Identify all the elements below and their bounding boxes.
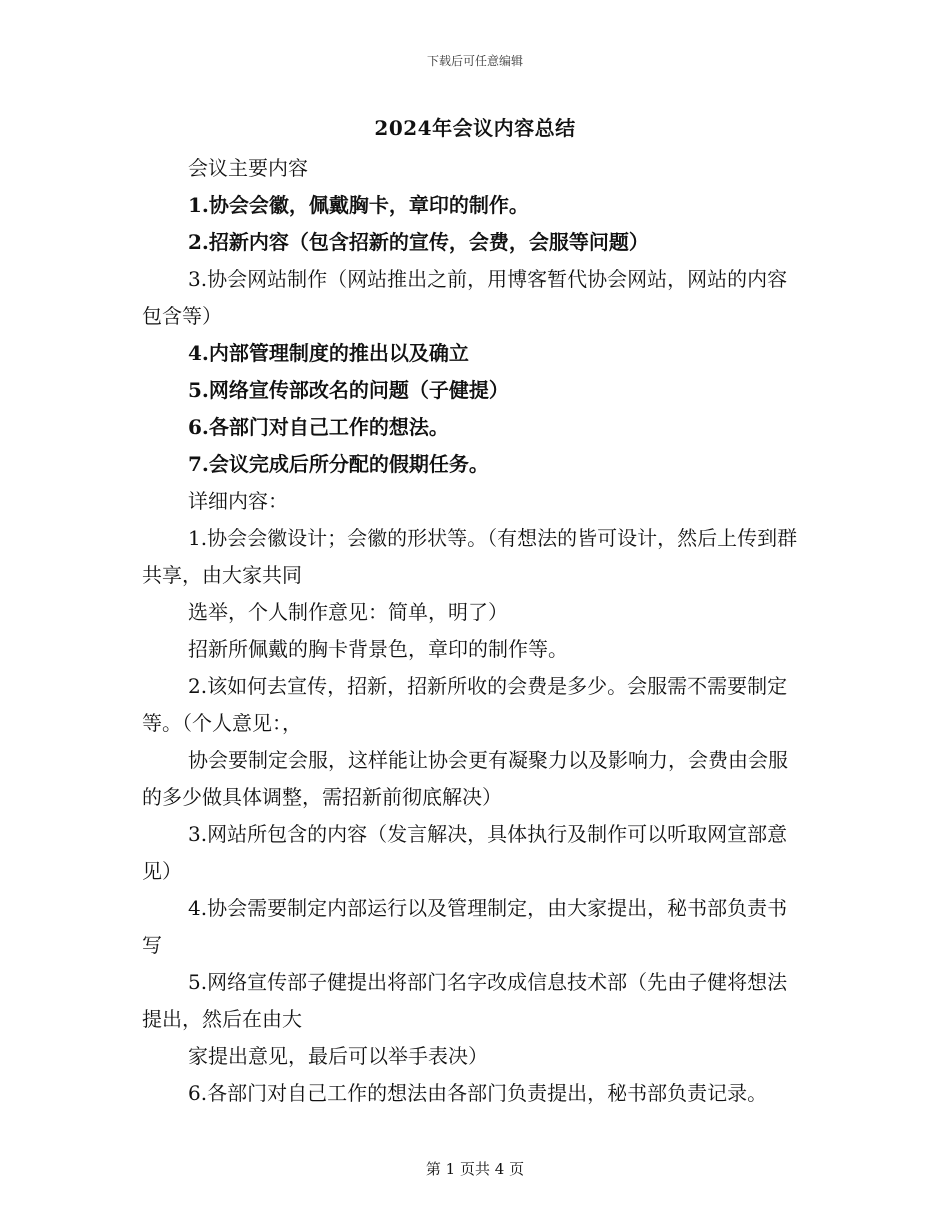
paragraph: 5.网络宣传部子健提出将部门名字改成信息技术部（先由子健将想法提出，然后在由大: [142, 970, 788, 1031]
paragraph: 家提出意见，最后可以举手表决）: [188, 1044, 488, 1068]
paragraph: 7.会议完成后所分配的假期任务。: [188, 452, 489, 476]
paragraph: 2.该如何去宣传，招新，招新所收的会费是多少。会服需不需要制定等。（个人意见：，: [142, 674, 788, 735]
paragraph: 4.协会需要制定内部运行以及管理制定，由大家提出，秘书部负责书写: [142, 896, 788, 957]
paragraph: 详细内容：: [188, 489, 288, 513]
paragraph: 6.各部门对自己工作的想法。: [188, 415, 449, 439]
page-number: 第 1 页共 4 页: [425, 1160, 525, 1178]
paragraph: 1.协会会徽，佩戴胸卡，章印的制作。: [188, 193, 529, 217]
paragraph: 6.各部门对自己工作的想法由各部门负责提出，秘书部负责记录。: [188, 1081, 768, 1105]
document-body: [142, 150, 802, 1112]
paragraph: 选举，个人制作意见：简单，明了）: [188, 600, 508, 624]
paragraph: 协会要制定会服，这样能让协会更有凝聚力以及影响力，会费由会服的多少做具体调整，需招新前彻底解决）: [142, 748, 788, 809]
header-note: 下载后可任意编辑: [426, 54, 523, 68]
paragraph: 招新所佩戴的胸卡背景色，章印的制作等。: [188, 637, 568, 661]
paragraph: 5.网络宣传部改名的问题（子健提）: [188, 378, 509, 402]
paragraph: 1.协会会徽设计；会徽的形状等。（有想法的皆可设计，然后上传到群共享，由大家共同: [142, 526, 798, 587]
paragraph: 3.网站所包含的内容（发言解决，具体执行及制作可以听取网宣部意见）: [142, 822, 788, 883]
paragraph: 2.招新内容（包含招新的宣传，会费，会服等问题）: [188, 230, 649, 254]
page-title: 2024年会议内容总结: [374, 116, 576, 140]
paragraph: 3.协会网站制作（网站推出之前，用博客暂代协会网站，网站的内容包含等）: [142, 267, 788, 328]
paragraph: 会议主要内容: [188, 156, 308, 180]
paragraph: 4.内部管理制度的推出以及确立: [188, 341, 469, 365]
